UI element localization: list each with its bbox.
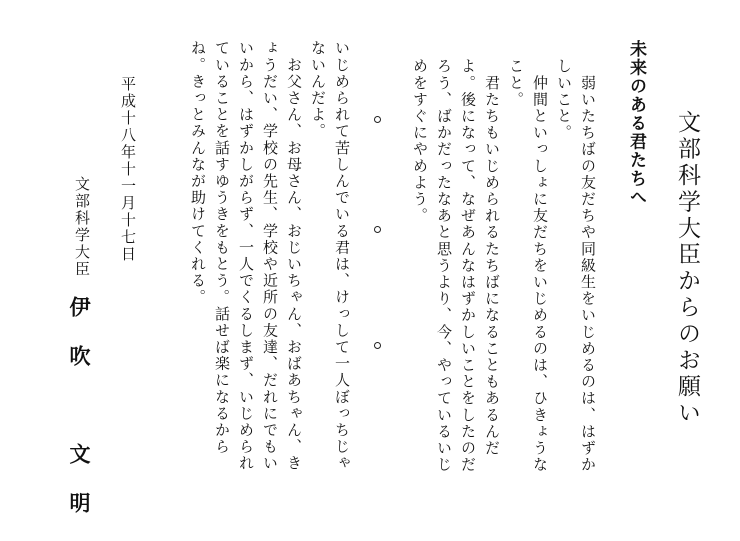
divider-dot [374, 342, 381, 349]
signer-name: 伊吹 文明 [67, 296, 91, 541]
section-divider [370, 116, 390, 356]
paragraph-not-alone: いじめられて苦しんでいる君は、けっして一人ぼっちじゃないんだよ。 [309, 40, 351, 472]
divider-dot [374, 226, 381, 233]
signer-title: 文部科学大臣 [73, 176, 91, 278]
paragraph-weak-friends: 弱いたちばの友だちや同級生をいじめるのは、はずかしいこと。 [555, 58, 597, 473]
letter-title: 文部科学大臣からのお願い [674, 110, 700, 427]
paragraph-block-2 [186, 40, 354, 480]
addressee-heading: 未来のある君たちへ [626, 40, 646, 207]
letter-date: 平成十八年十一月十七日 [119, 76, 137, 263]
divider-dot [374, 116, 381, 123]
paragraph-stop-bullying: 君たちもいじめられるたちばになることもあるんだよ。後になって、なぜあんなはずかしいことをしたのだろう、ばかだったなあと思うより、今、やっているいじめをすぐにやめよう。 [411, 58, 501, 473]
paragraph-block-1 [504, 58, 600, 478]
paragraph-group-bullying: 仲間といっしょに友だちをいじめるのは、ひきょうなこと。 [507, 58, 549, 473]
paragraph-talk-to-someone: お父さん、お母さん、おじいちゃん、おばあちゃん、きょうだい、学校の先生、学校や近所の友達、だれにでもいいから、はずかしがらず、一人でくるしまず、いじめられていることを話すゆうきをもとう。話せば楽になるからね。きっとみんなが助けてくれる。 [189, 40, 303, 472]
